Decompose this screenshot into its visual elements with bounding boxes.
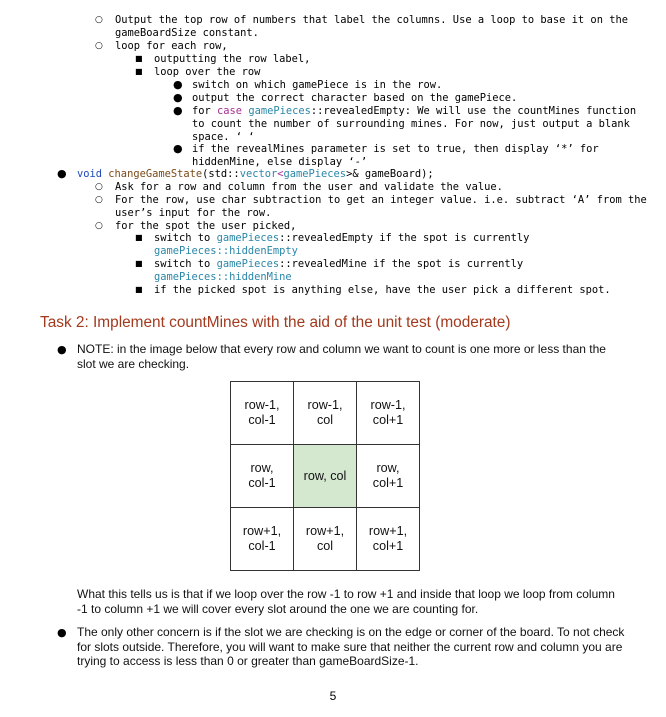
- case-keyword: case: [217, 105, 249, 117]
- circle-bullet-icon: ○: [95, 182, 103, 192]
- code-line: loop over the row: [154, 66, 261, 78]
- edge-paragraph: [77, 625, 647, 669]
- cell-line: row-1,: [370, 398, 406, 412]
- grid-cell: [231, 508, 294, 571]
- code-text: ::revealedMine: [279, 258, 367, 270]
- square-bullet-icon: ■: [135, 54, 143, 63]
- code-line: [154, 232, 529, 245]
- code-line: [154, 245, 298, 258]
- cell-line: row+1,: [305, 524, 345, 538]
- note-paragraph: [77, 342, 647, 371]
- circle-bullet-icon: ○: [95, 195, 103, 205]
- code-line: for the spot the user picked,: [115, 220, 297, 232]
- cell-line: col: [316, 413, 334, 427]
- cell-line: row,: [376, 461, 400, 475]
- cell-line: row-1,: [307, 398, 343, 412]
- grid-cell: [357, 508, 420, 571]
- code-text: : We will use the countMines function: [404, 105, 637, 117]
- circle-bullet-icon: ○: [95, 15, 103, 25]
- cell-line: row+1,: [242, 524, 282, 538]
- circle-bullet-icon: ○: [95, 221, 103, 231]
- square-bullet-icon: ■: [135, 67, 143, 76]
- cell-line: row+1,: [368, 524, 408, 538]
- cell-line: row, col: [303, 468, 347, 483]
- neighbor-grid: [230, 381, 420, 571]
- square-bullet-icon: ■: [135, 233, 143, 242]
- text-line: The only other concern is if the slot we are checking is on the edge or corner of the board. To not check: [77, 625, 625, 639]
- text-line: -1 to column +1 we will cover every slot around the one we are counting for.: [77, 601, 479, 616]
- dot-bullet-icon: ●: [173, 142, 183, 155]
- type-name: vector: [239, 168, 278, 180]
- code-line: [192, 105, 636, 118]
- type-name: gamePieces: [154, 245, 217, 257]
- code-line: if the picked spot is anything else, have the user pick a different spot.: [154, 284, 611, 296]
- code-line: Output the top row of numbers that label the columns. Use a loop to base it on the: [115, 14, 628, 26]
- type-name: gamePieces: [216, 258, 280, 270]
- code-line: if the revealMines parameter is set to true, then display ‘*’ for: [192, 143, 599, 155]
- grid-cell-center: [294, 445, 357, 508]
- type-name: gamePieces: [216, 232, 280, 244]
- dot-bullet-icon: ●: [173, 91, 183, 104]
- circle-bullet-icon: ○: [95, 41, 103, 51]
- code-line: For the row, use char subtraction to get an integer value. i.e. subtract ‘A’ from the: [115, 194, 647, 206]
- dot-bullet-icon: ●: [57, 343, 67, 356]
- dot-bullet-icon: ●: [173, 104, 183, 117]
- code-line: to count the number of surrounding mines. For now, just output a blank: [192, 118, 630, 130]
- code-line: switch on which gamePiece is in the row.: [192, 79, 443, 91]
- text-line: trying to access is less than 0 or greater than gameBoardSize-1.: [77, 654, 419, 669]
- square-bullet-icon: ■: [135, 259, 143, 268]
- code-text: switch to: [154, 232, 217, 244]
- cell-line: col+1: [372, 539, 404, 553]
- code-line: outputting the row label,: [154, 53, 311, 65]
- code-text: if the spot is currently: [366, 258, 524, 270]
- text-line: NOTE: in the image below that every row and column we want to count is one more or less than the: [77, 342, 606, 356]
- grid-cell: [231, 382, 294, 445]
- function-signature: [77, 168, 434, 181]
- cell-line: col+1: [372, 413, 404, 427]
- code-line: [154, 271, 292, 284]
- text-line: What this tells us is that if we loop over the row -1 to row +1 and inside that loop we loop from column: [77, 587, 615, 601]
- grid-cell: [294, 508, 357, 571]
- code-line: [154, 258, 523, 271]
- code-text: ::revealedEmpty: [279, 232, 373, 244]
- cell-line: col-1: [248, 539, 276, 553]
- square-bullet-icon: ■: [135, 285, 143, 294]
- function-name: changeGameState: [108, 168, 203, 180]
- type-name: gamePieces: [248, 105, 311, 117]
- dot-bullet-icon: ●: [57, 167, 67, 180]
- code-text: (std::: [202, 168, 240, 180]
- cell-line: row,: [250, 461, 274, 475]
- code-line: output the correct character based on the gamePiece.: [192, 92, 518, 104]
- cell-line: col-1: [248, 476, 276, 490]
- code-line: gameBoardSize constant.: [115, 27, 259, 39]
- angle-bracket: <: [277, 168, 284, 180]
- code-text: for: [192, 105, 218, 117]
- code-line: hiddenMine, else display ‘-’: [192, 156, 368, 168]
- type-name: gamePieces: [154, 271, 217, 283]
- code-text: >& gameBoard);: [346, 168, 434, 180]
- grid-cell: [231, 445, 294, 508]
- code-text: ::revealedEmpty: [310, 105, 405, 117]
- void-keyword: void: [77, 168, 103, 180]
- code-line: user’s input for the row.: [115, 207, 272, 219]
- grid-row: [231, 382, 420, 445]
- code-text: switch to: [154, 258, 217, 270]
- code-text: ::hiddenMine: [216, 271, 292, 283]
- explanation-paragraph: [77, 587, 647, 616]
- dot-bullet-icon: ●: [173, 78, 183, 91]
- grid-cell: [357, 382, 420, 445]
- grid-row: [231, 508, 420, 571]
- dot-bullet-icon: ●: [57, 626, 67, 639]
- cell-line: row-1,: [244, 398, 280, 412]
- page-number: 5: [329, 689, 337, 703]
- cell-line: col-1: [248, 413, 276, 427]
- grid-cell: [294, 382, 357, 445]
- code-line: Ask for a row and column from the user and validate the value.: [115, 181, 503, 193]
- type-name: gamePieces: [283, 168, 347, 180]
- grid-cell: [357, 445, 420, 508]
- code-text: if the spot is currently: [372, 232, 530, 244]
- section-heading: Task 2: Implement countMines with the aid of the unit test (moderate): [40, 314, 511, 331]
- code-line: space. ‘ ‘: [192, 131, 255, 143]
- cell-line: col: [316, 539, 334, 553]
- cell-line: col+1: [372, 476, 404, 490]
- code-line: loop for each row,: [115, 40, 228, 52]
- grid-row: [231, 445, 420, 508]
- code-text: ::hiddenEmpty: [216, 245, 298, 257]
- text-line: slot we are checking.: [77, 356, 190, 371]
- text-line: for slots outside. Therefore, you will want to make sure that neither the current row and column you are: [77, 639, 623, 654]
